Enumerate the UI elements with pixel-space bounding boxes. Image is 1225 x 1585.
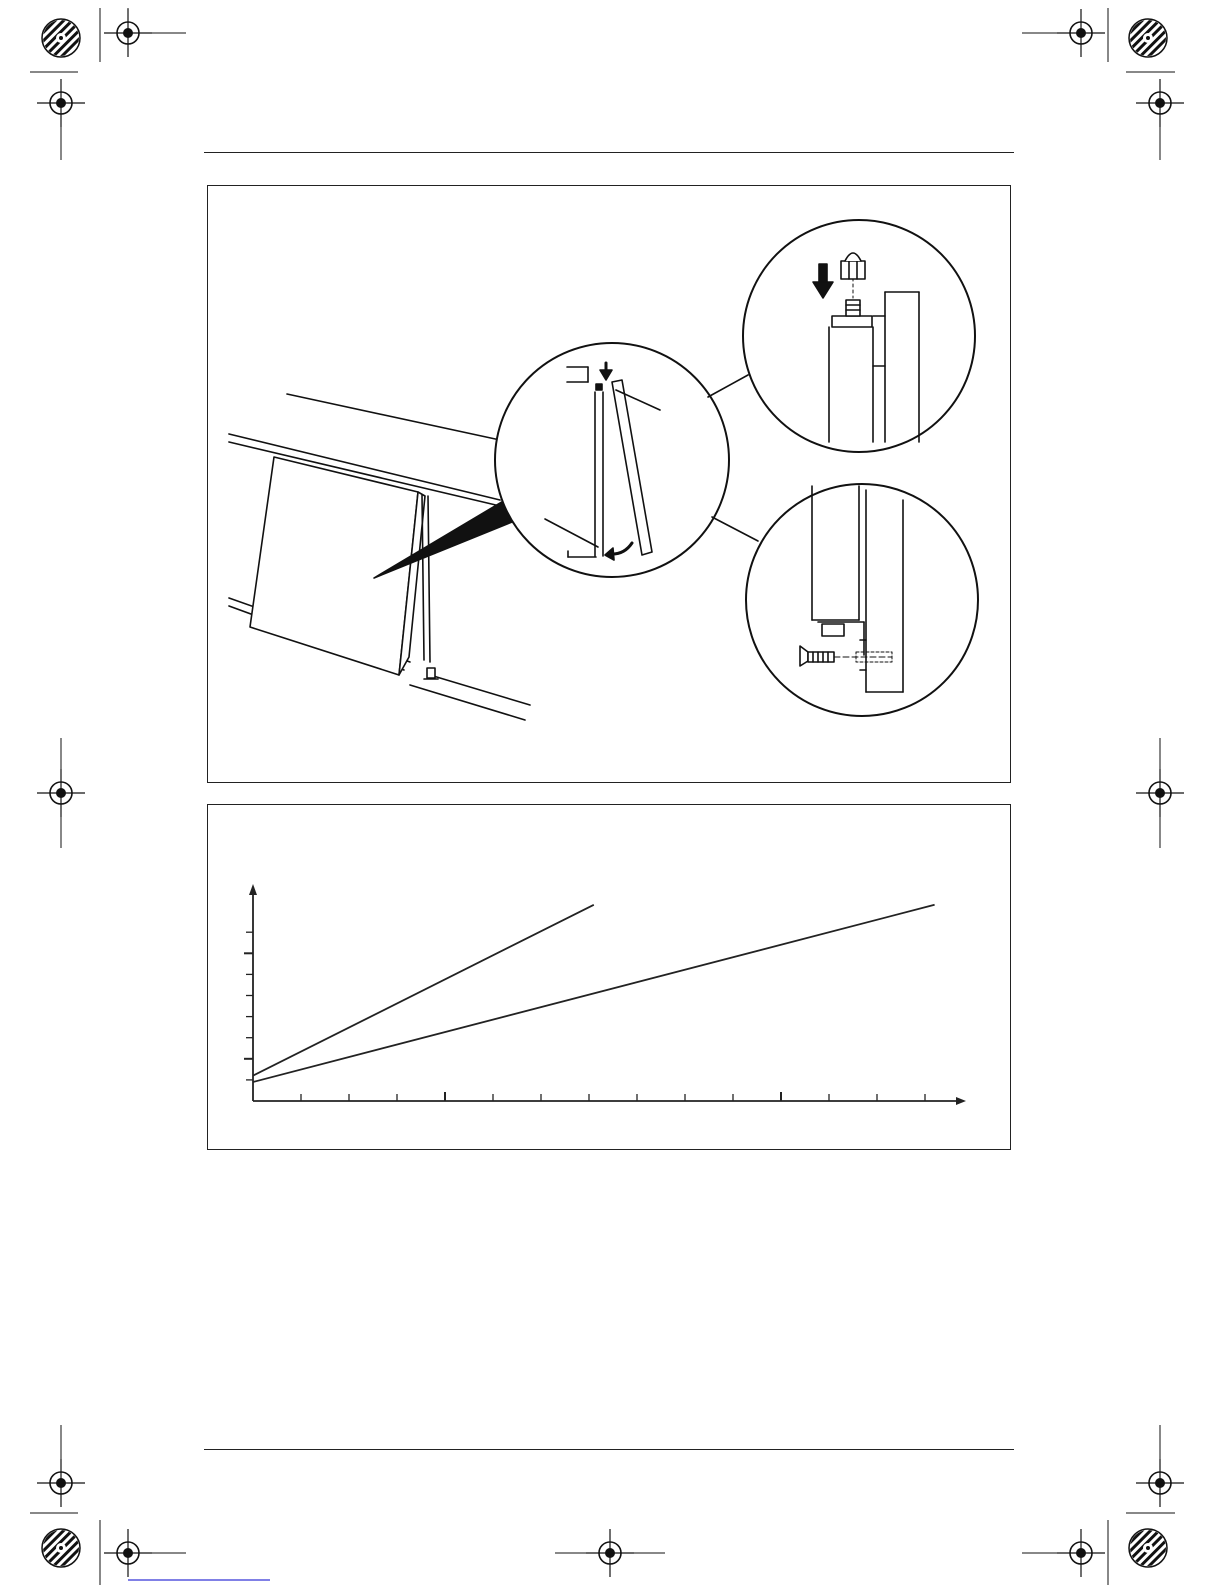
y-axis-arrow [249, 884, 257, 895]
x-axis-arrow [956, 1097, 966, 1105]
series-line-1 [253, 905, 594, 1076]
series-line-2 [253, 905, 935, 1082]
